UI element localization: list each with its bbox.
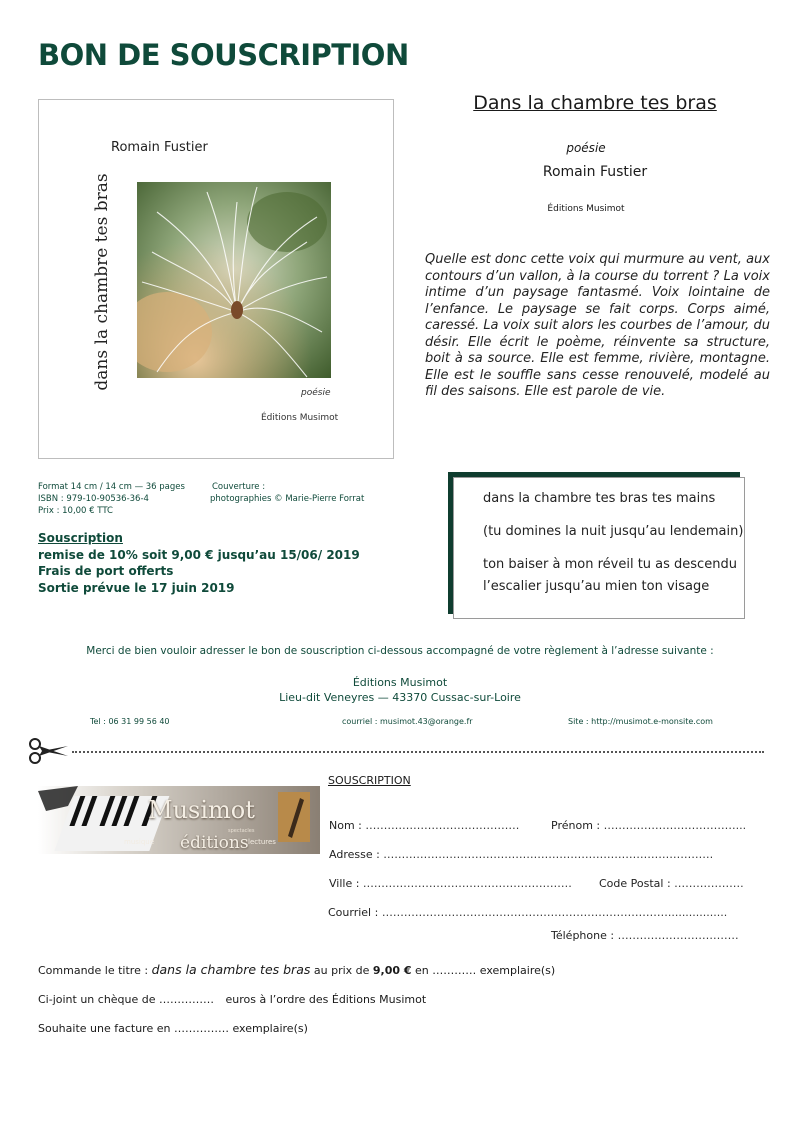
- order-price: 9,00 €: [372, 964, 412, 977]
- cover-credit-text: photographies © Marie-Pierre Forrat: [210, 494, 365, 504]
- code-postal-dots: ……………….: [674, 877, 744, 890]
- address-intro: Merci de bien vouloir adresser le bon de souscription ci-dessous accompagné de votre règlement à l’adresse suivante :: [86, 645, 714, 657]
- publisher-address: [0, 675, 800, 705]
- subscription-info: [38, 530, 360, 596]
- book-cover: [38, 99, 394, 459]
- isbn-line: ISBN : 979-10-90536-36-4: [38, 494, 149, 504]
- logo-text: Musimot: [148, 796, 255, 824]
- logo-word-musique: musique: [124, 838, 155, 846]
- prenom-label: Prénom :: [551, 819, 601, 832]
- courriel-label: Courriel :: [328, 906, 379, 919]
- ville-dots: …………………………………………………: [362, 877, 572, 890]
- adresse-field[interactable]: [329, 848, 713, 861]
- cover-spine-title: [87, 172, 117, 391]
- logo-word-spectacles: spectacles: [228, 828, 255, 834]
- poem-box: [453, 477, 745, 619]
- poem-line: l’escalier jusqu’au mien ton visage: [483, 579, 710, 594]
- book-blurb: Quelle est donc cette voix qui murmure au vent, aux contours d’un vallon, à la course du torrent ? La voix intime d’un paysage fantasmé. Voix lointaine de l’enfance. Le paysage se fait corps. Corps aimé, caressé. La voix suit alors les courbes de l’amour, du désir. Elle écrit le poème, réinvente sa structure, boit à sa source. Elle est femme, rivière, montagne. Elle est le souffle sans cesse renouvelé, modelé au fil des saisons. Elle est parole de vie.: [425, 252, 770, 399]
- subscription-shipping: Frais de port offerts: [38, 564, 174, 578]
- book-publisher: Éditions Musimot: [547, 204, 625, 214]
- cheque-line[interactable]: [38, 993, 426, 1006]
- order-price-label: au prix de: [313, 964, 370, 977]
- format-line: Format 14 cm / 14 cm — 36 pages: [38, 482, 185, 492]
- cover-spine-text: dans la chambre tes bras: [92, 172, 112, 391]
- format-info: [38, 481, 185, 517]
- nom-field[interactable]: [329, 819, 519, 832]
- address-name: Éditions Musimot: [352, 676, 448, 689]
- contact-tel: Tel : 06 31 99 56 40: [90, 717, 170, 726]
- logo-subtext: éditions: [180, 833, 249, 853]
- prenom-field[interactable]: [551, 819, 746, 832]
- cover-photo: [137, 182, 331, 378]
- cover-author: Romain Fustier: [111, 140, 208, 155]
- code-postal-field[interactable]: [599, 877, 744, 890]
- invoice-line[interactable]: Souhaite une facture en …………… exemplaire(s): [38, 1022, 308, 1035]
- code-postal-label: Code Postal :: [599, 877, 671, 890]
- cover-credit-label: Couverture :: [212, 482, 266, 492]
- ville-label: Ville :: [329, 877, 360, 890]
- cheque-label: Ci-joint un chèque de ……………: [38, 993, 215, 1006]
- subscription-release: Sortie prévue le 17 juin 2019: [38, 580, 235, 595]
- nom-dots: ……………………………………: [365, 819, 520, 832]
- scissors-icon: [28, 736, 70, 766]
- telephone-field[interactable]: [551, 929, 739, 942]
- adresse-dots: ………………………………………………………………………………: [383, 848, 714, 861]
- cut-line: [72, 741, 764, 753]
- adresse-label: Adresse :: [329, 848, 380, 861]
- contact-email: courriel : musimot.43@orange.fr: [342, 717, 473, 726]
- poem-line: dans la chambre tes bras tes mains: [483, 491, 716, 506]
- cover-credit: [210, 481, 364, 505]
- order-title-line[interactable]: [38, 962, 555, 977]
- price-line: Prix : 10,00 € TTC: [38, 506, 113, 516]
- ville-field[interactable]: [329, 877, 572, 890]
- book-title: Dans la chambre tes bras: [473, 92, 717, 114]
- form-title: SOUSCRIPTION: [328, 774, 411, 787]
- book-genre: poésie: [566, 141, 606, 155]
- courriel-field[interactable]: [328, 906, 727, 919]
- subscription-heading: Souscription: [38, 531, 123, 545]
- telephone-dots: ……………………………: [617, 929, 739, 942]
- poem-line: ton baiser à mon réveil tu as descendu: [483, 557, 737, 572]
- nom-label: Nom :: [329, 819, 362, 832]
- order-quantity: en ………… exemplaire(s): [415, 964, 556, 977]
- courriel-dots: …………………………………………………………………….................: [381, 906, 728, 919]
- flower-photo-image: [137, 182, 331, 378]
- subscription-discount: remise de 10% soit 9,00 € jusqu’au 15/06/ 2019: [38, 547, 360, 562]
- order-book-title: dans la chambre tes bras: [151, 962, 311, 977]
- cheque-recipient: euros à l’ordre des Éditions Musimot: [225, 993, 427, 1006]
- page-title: BON DE SOUSCRIPTION: [38, 38, 409, 72]
- book-author: Romain Fustier: [542, 164, 648, 180]
- logo-word-lectures: lectures: [248, 838, 276, 846]
- cover-publisher: Éditions Musimot: [261, 413, 339, 423]
- telephone-label: Téléphone :: [551, 929, 615, 942]
- address-street: Lieu-dit Veneyres — 43370 Cussac-sur-Loire: [279, 691, 521, 704]
- order-label: Commande le titre :: [38, 964, 149, 977]
- cover-genre: poésie: [301, 388, 331, 398]
- poem-line: (tu domines la nuit jusqu’au lendemain): [483, 524, 744, 539]
- prenom-dots: ………………………………...: [603, 819, 747, 832]
- contact-site: Site : http://musimot.e-monsite.com: [568, 717, 713, 726]
